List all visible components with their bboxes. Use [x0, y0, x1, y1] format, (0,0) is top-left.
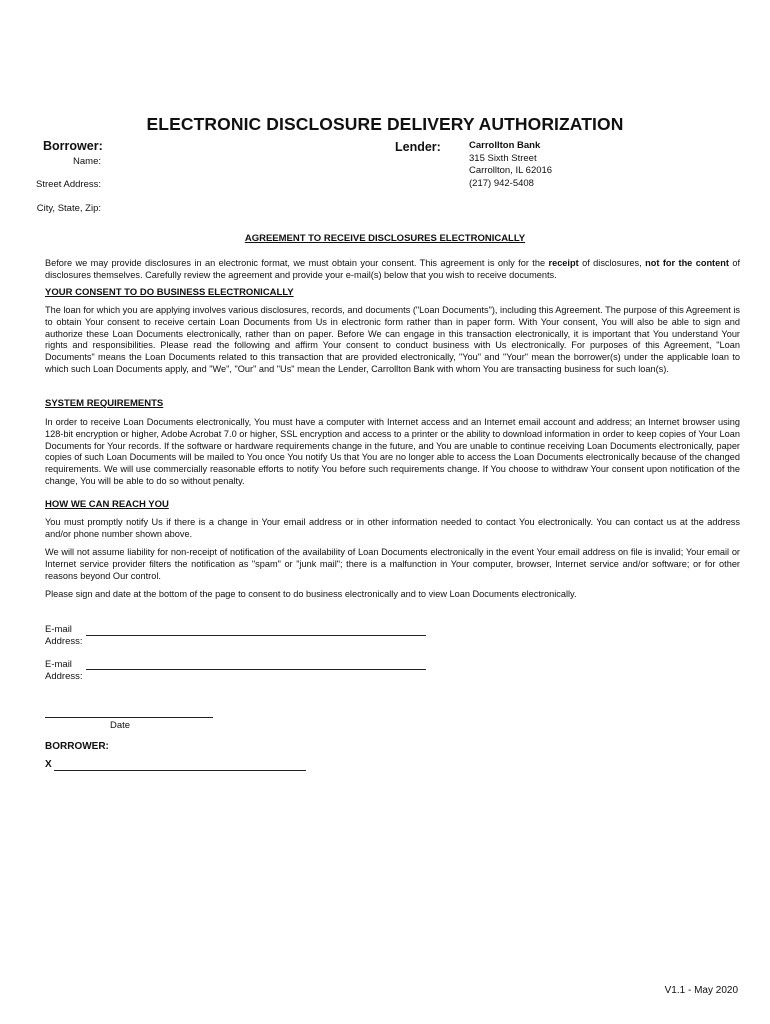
- reach-you-paragraph-1: [45, 517, 740, 541]
- lender-street: 315 Sixth Street: [469, 152, 537, 164]
- email-1-label-line1: E-mail: [45, 624, 72, 635]
- intro-text-1: Before we may provide disclosures in an electronic format, we must obtain your consent. This agreement is only for the: [45, 258, 549, 268]
- email-1-label: [45, 624, 83, 648]
- street-address-label: Street Address:: [36, 179, 101, 190]
- document-title: ELECTRONIC DISCLOSURE DELIVERY AUTHORIZATION: [146, 114, 624, 134]
- reach-you-paragraph-2: [45, 547, 740, 582]
- reach-you-heading: HOW WE CAN REACH YOU: [45, 499, 169, 510]
- lender-bank-name: Carrollton Bank: [469, 140, 541, 151]
- lender-address-block: [469, 140, 552, 190]
- borrower-signature-heading: BORROWER:: [45, 741, 109, 752]
- system-requirements-paragraph: [45, 417, 740, 488]
- intro-paragraph: [45, 258, 740, 282]
- consent-paragraph: [45, 305, 740, 376]
- date-label: Date: [110, 720, 131, 731]
- borrower-heading: Borrower:: [43, 139, 103, 153]
- intro-text-3: of disclosures themselves. Carefully review the agreement and provide your e-mail(s) below that you wish to receive documents.: [45, 258, 740, 280]
- consent-text: The loan for which you are applying involves various disclosures, records, and documents ("Loan Documents"), including this Agreement. The purpose of this Agreement is to obtain Your consent to receive certain Loan Documents from Us in electronic form rather than in paper form. With Your consent, You will also be able to sign and authorize these Loan Documents electronically, rather than on paper. Before We can engage in this transaction electronically, it is important that You understand Your rights and responsibilities. Please read the following and affirm Your consent to conduct business with Us electronically. For purposes of this Agreement, "Loan Documents" means the Loan Documents related to this transaction that are provided electronically, "You" and "Your" mean the borrower(s) under the applicable loan to which such Loan Documents apply, and "We", "Our" and "Us" mean the Lender, Carrollton Bank with whom You are transacting business for such loan(s).: [45, 305, 740, 374]
- agreement-title: AGREEMENT TO RECEIVE DISCLOSURES ELECTRONICALLY: [244, 233, 526, 244]
- consent-heading: YOUR CONSENT TO DO BUSINESS ELECTRONICALLY: [45, 287, 294, 298]
- date-field[interactable]: [45, 717, 213, 718]
- intro-text-2: of disclosures,: [578, 258, 646, 268]
- email-2-field[interactable]: [86, 669, 426, 670]
- borrower-signature-field[interactable]: [54, 770, 306, 771]
- lender-phone: (217) 942-5408: [469, 177, 534, 189]
- intro-bold-receipt: receipt: [548, 258, 579, 268]
- reach-text-1: You must promptly notify Us if there is a change in Your email address or in other information needed to contact You electronically. You can contact us at the address and/or phone number shown above.: [45, 517, 740, 539]
- system-text: In order to receive Loan Documents electronically, You must have a computer with Internet access and an Internet email account and address; an Internet browser using 128-bit encryption or higher, Adobe Acrobat 7.0 or higher, SSL encryption and access to a printer or the ability to download information in order to keep copies of Your Loan Documents for Your records. If the software or hardware requirements change in the future, and You are unable to continue receiving Loan Documents electronically, paper copies of such Loan Documents will be mailed to You once You notify Us that You are no longer able to access the Loan Documents electronically because of the changed requirements. We will use commercially reasonable efforts to notify You before such requirements change. If You choose to withdraw Your consent upon notification of the change, You will be able to do so without penalty.: [45, 417, 740, 486]
- version-footer: V1.1 - May 2020: [664, 985, 738, 996]
- system-requirements-heading: SYSTEM REQUIREMENTS: [45, 398, 164, 409]
- name-label: Name:: [73, 156, 101, 167]
- sign-text: Please sign and date at the bottom of the page to consent to do business electronically and to view Loan Documents electronically.: [45, 589, 577, 599]
- signature-x-mark: X: [45, 759, 52, 770]
- email-2-label: [45, 659, 83, 683]
- sign-instruction: [45, 589, 740, 601]
- city-state-zip-label: City, State, Zip:: [36, 203, 101, 214]
- lender-city: Carrollton, IL 62016: [469, 165, 553, 176]
- email-2-label-line1: E-mail: [45, 659, 72, 670]
- reach-text-2: We will not assume liability for non-receipt of notification of the availability of Loan Documents electronically in the event Your email address on file is invalid; Your email or Internet service provider filters the notification as "spam" or "junk mail"; there is a malfunction in Your computer, browser, Internet service and/or software; or for other reasons beyond Our control.: [45, 547, 740, 581]
- intro-bold-not-content: not for the content: [645, 258, 729, 268]
- email-2-label-line2: Address:: [45, 671, 83, 682]
- email-1-label-line2: Address:: [45, 636, 83, 647]
- email-1-field[interactable]: [86, 635, 426, 636]
- lender-heading: Lender:: [395, 140, 441, 154]
